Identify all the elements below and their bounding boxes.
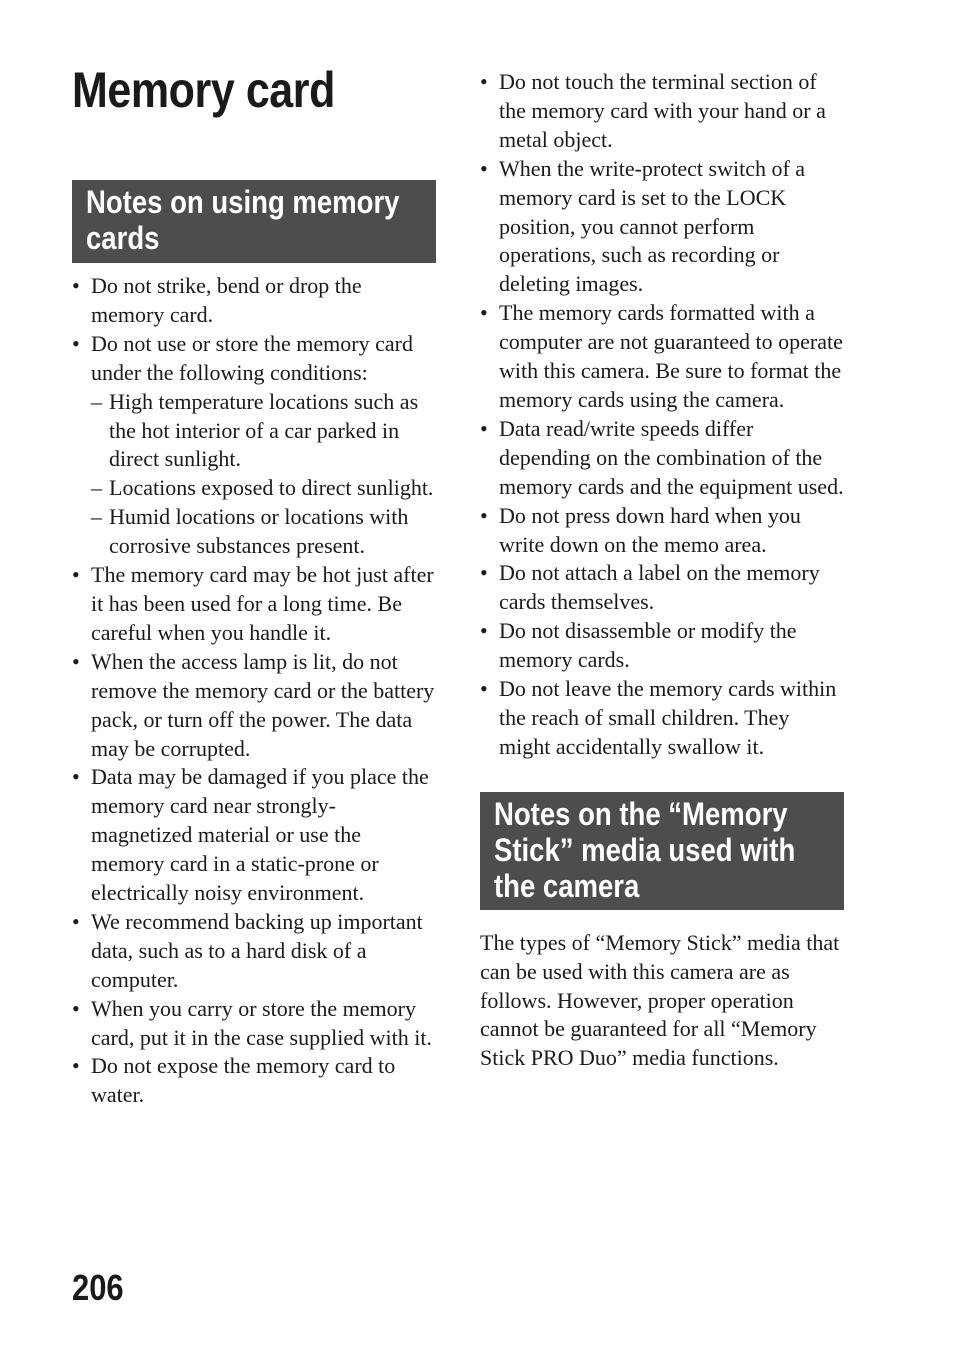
list-item: • Do not leave the memory cards within the reach of small children. They might accidentally swallow it.: [480, 675, 844, 762]
list-item: • Do not expose the memory card to water.: [72, 1052, 436, 1110]
section-heading-box: [480, 792, 844, 910]
list-item: • The memory card may be hot just after it has been used for a long time. Be careful when you handle it.: [72, 561, 436, 648]
list-item: • Do not disassemble or modify the memory cards.: [480, 617, 844, 675]
list-item: • We recommend backing up important data, such as to a hard disk of a computer.: [72, 908, 436, 995]
memory-stick-intro-paragraph: The types of “Memory Stick” media that can be used with this camera are as follows. However, proper operation cannot be guaranteed for all “Memory Stick PRO Duo” media functions.: [480, 929, 840, 1071]
list-item: • When you carry or store the memory card, put it in the case supplied with it.: [72, 995, 436, 1053]
sub-list-item: – High temperature locations such as the hot interior of a car parked in direct sunlight.: [91, 388, 436, 475]
list-item: • Do not touch the terminal section of the memory card with your hand or a metal object.: [480, 68, 844, 155]
right-column: [480, 68, 844, 1073]
page-number: 206: [72, 1267, 124, 1308]
list-item: • Do not attach a label on the memory cards themselves.: [480, 559, 844, 617]
section-heading-box: [72, 180, 436, 263]
list-item-text: Do not use or store the memory card under the following conditions:: [91, 330, 413, 385]
list-item-conditions: [72, 330, 436, 561]
list-item: • Data may be damaged if you place the memory card near strongly-magnetized material or use the memory card in a static-prone or electrically noisy environment.: [72, 763, 436, 908]
notes-list-continued: [480, 68, 844, 762]
list-item: • Do not strike, bend or drop the memory card.: [72, 272, 436, 330]
notes-list: [72, 272, 436, 1110]
conditions-list: [91, 388, 436, 561]
sub-list-item: – Humid locations or locations with corrosive substances present.: [91, 503, 436, 561]
page-title: Memory card: [72, 62, 335, 118]
list-item: • Data read/write speeds differ depending on the combination of the memory cards and the equipment used.: [480, 415, 844, 502]
left-column: [72, 180, 436, 1110]
section-heading-notes-memory-cards: Notes on using memory cards: [86, 184, 400, 256]
list-item: • When the write-protect switch of a memory card is set to the LOCK position, you cannot perform operations, such as recording or deleting images.: [480, 155, 844, 300]
section-heading-memory-stick: Notes on the “Memory Stick” media used with the camera: [494, 795, 796, 904]
list-item: • Do not press down hard when you write down on the memo area.: [480, 502, 844, 560]
sub-list-item: – Locations exposed to direct sunlight.: [91, 474, 436, 503]
list-item: • The memory cards formatted with a computer are not guaranteed to operate with this camera. Be sure to format the memory cards using the camera.: [480, 299, 844, 415]
list-item: • When the access lamp is lit, do not remove the memory card or the battery pack, or turn off the power. The data may be corrupted.: [72, 648, 436, 764]
